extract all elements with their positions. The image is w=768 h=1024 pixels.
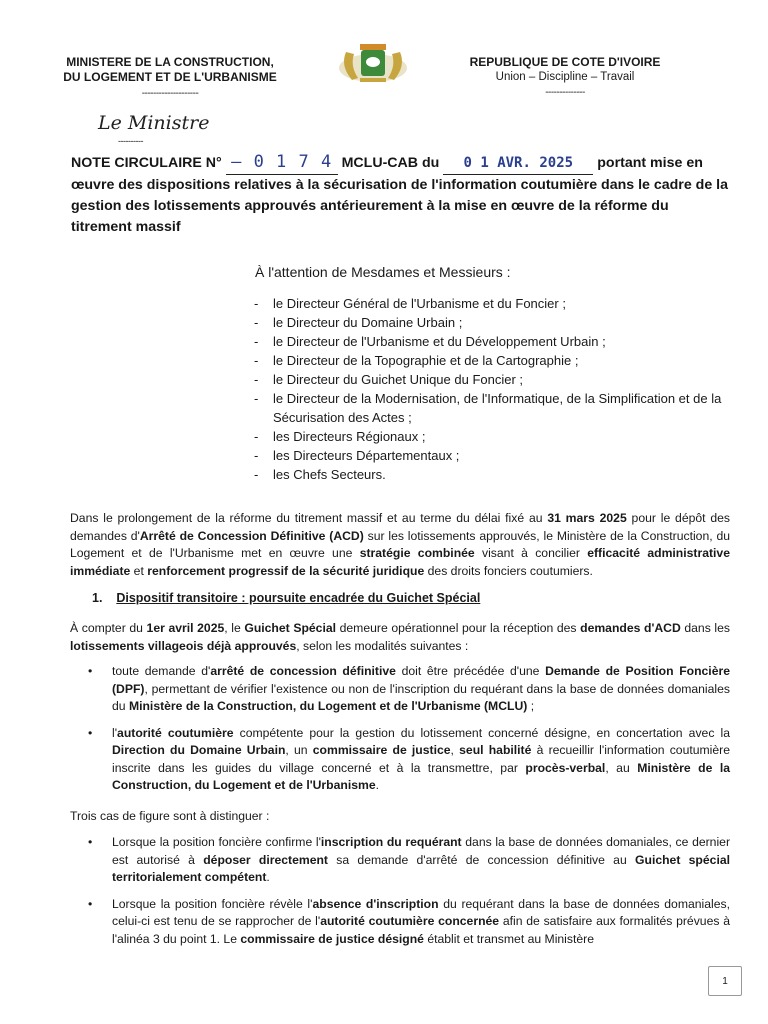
list-item: - le Directeur de la Topographie et de la Cartographie ; bbox=[252, 351, 732, 370]
text-run: à recueillir l'information coutumière inscrite dans les guides du village concerné et à la transmettre, par bbox=[112, 743, 731, 775]
list-item: - le Directeur Général de l'Urbanisme et du Foncier ; bbox=[252, 294, 732, 313]
text-run: sa demande d'arrêté de concession définitive au bbox=[328, 852, 636, 867]
text-run: À compter du bbox=[70, 621, 147, 635]
ministry-header bbox=[40, 55, 300, 99]
text-run-bold: Guichet Spécial bbox=[244, 621, 337, 635]
ministry-name-line2: DU LOGEMENT ET DE L'URBANISME bbox=[63, 70, 277, 84]
text-run-bold: 1er avril 2025 bbox=[146, 621, 225, 635]
text-run-bold: arrêté de concession définitive bbox=[210, 664, 396, 678]
circular-date: 0 1 AVR. 2025 bbox=[463, 155, 574, 171]
text-run: , au bbox=[605, 760, 638, 775]
text-run-bold: commissaire de justice bbox=[312, 743, 451, 757]
text-run-bold: demandes d'ACD bbox=[580, 621, 681, 635]
text-run: Lorsque la position foncière confirme l' bbox=[112, 835, 321, 849]
republic-header bbox=[445, 55, 685, 98]
section-number: 1. bbox=[92, 591, 103, 605]
list-item: - le Directeur du Guichet Unique du Foncier ; bbox=[252, 370, 732, 389]
text-run: afin de satisfaire aux formalités prévues à l'alinéa 3 du point 1. Le bbox=[112, 914, 730, 946]
text-run-bold: Ministère de la Construction, du Logement et de l'Urbanisme (MCLU) bbox=[128, 699, 528, 713]
signature-divider: ---------- bbox=[118, 136, 143, 146]
list-item bbox=[70, 896, 730, 949]
text-run: , un bbox=[285, 743, 313, 757]
text-run-bold: Ministère de la Construction, du Logement et de l'Urbanisme bbox=[112, 760, 731, 792]
text-run-bold: Direction du Domaine Urbain bbox=[112, 743, 286, 757]
republic-name: REPUBLIQUE DE COTE D'IVOIRE bbox=[469, 55, 661, 69]
text-run: . bbox=[266, 870, 270, 884]
text-run-bold: absence d'inscription bbox=[312, 896, 439, 911]
text-run: , selon les modalités suivantes : bbox=[296, 638, 469, 653]
text-run: . bbox=[375, 778, 379, 792]
text-run: pour le dépôt des demandes d' bbox=[70, 511, 730, 543]
text-run-bold: efficacité administrative immédiate bbox=[70, 546, 730, 578]
modalities-list bbox=[70, 663, 730, 804]
text-run-bold: renforcement progressif de la sécurité juridique bbox=[147, 563, 425, 578]
text-run: Lorsque la position foncière révèle l' bbox=[112, 896, 313, 911]
text-run: établit et transmet au Ministère bbox=[423, 931, 594, 946]
text-run: , le bbox=[224, 621, 245, 635]
list-item bbox=[70, 725, 730, 795]
text-run: ; bbox=[527, 699, 535, 713]
list-item: - le Directeur de l'Urbanisme et du Développement Urbain ; bbox=[252, 332, 732, 351]
minister-signature-label: Le Ministre bbox=[98, 112, 210, 134]
list-item: - les Chefs Secteurs. bbox=[252, 465, 732, 484]
text-run-bold: déposer directement bbox=[203, 852, 328, 867]
text-run: Dans le prolongement de la réforme du titrement massif et au terme du délai fixé au bbox=[70, 511, 548, 525]
list-item bbox=[70, 834, 730, 887]
text-run-bold: seul habilité bbox=[459, 743, 532, 757]
list-item: - les Directeurs Départementaux ; bbox=[252, 446, 732, 465]
section-heading bbox=[92, 591, 480, 605]
text-run: sur les lotissements approuvés, le Ministère de la Construction, du Logement et de l'Urbanisme met en œuvre une bbox=[70, 528, 731, 560]
title-middle: MCLU-CAB du bbox=[341, 155, 440, 171]
text-run-bold: lotissements villageois déjà approuvés bbox=[70, 638, 297, 653]
text-run-bold: 31 mars 2025 bbox=[547, 511, 627, 525]
text-run: compétente pour la gestion du lotissement concerné désigne, en concertation avec la bbox=[233, 725, 730, 740]
intro-paragraph bbox=[70, 510, 730, 580]
text-run: du requérant dans la base de données domaniales, celui-ci est tenu de se rapprocher de l' bbox=[112, 896, 730, 928]
recipient-list bbox=[252, 294, 732, 484]
page-number: 1 bbox=[708, 966, 742, 996]
text-run-bold: commissaire de justice désigné bbox=[240, 931, 424, 946]
text-run: , permettant de vérifier l'existence ou non de l'inscription du requérant dans la base de données domaniales du bbox=[112, 681, 730, 713]
republic-motto: Union – Discipline – Travail bbox=[495, 71, 635, 83]
text-run-bold: Demande de Position Foncière (DPF) bbox=[112, 664, 730, 696]
title-subject: portant mise en œuvre des dispositions relatives à la sécurisation de l'information coutumière dans le cadre de la gestion des lotissements approuvés antérieurement à la mise en œuvre de la réforme du titrement massif bbox=[71, 155, 728, 235]
text-run-bold: stratégie combinée bbox=[359, 546, 475, 560]
text-run-bold: Guichet spécial territorialement compétent bbox=[112, 852, 730, 884]
list-item: - le Directeur de la Modernisation, de l'Informatique, de la Simplification et de la Sécurisation des Actes ; bbox=[252, 389, 732, 427]
section-title: Dispositif transitoire : poursuite encadrée du Guichet Spécial bbox=[116, 591, 481, 605]
text-run: l' bbox=[112, 725, 118, 740]
coat-of-arms-icon bbox=[336, 38, 410, 86]
text-run: des droits fonciers coutumiers. bbox=[424, 563, 593, 578]
cases-list bbox=[70, 834, 730, 957]
circular-title bbox=[71, 152, 731, 238]
text-run: , bbox=[450, 743, 460, 757]
list-item bbox=[70, 663, 730, 716]
attention-line: À l'attention de Mesdames et Messieurs : bbox=[255, 264, 511, 280]
text-run: et bbox=[130, 563, 148, 578]
text-run: doit être précédée d'une bbox=[395, 664, 546, 678]
section-paragraph bbox=[70, 620, 730, 655]
text-run: toute demande d' bbox=[112, 664, 211, 678]
text-run-bold: autorité coutumière bbox=[117, 725, 234, 740]
text-run: demeure opérationnel pour la réception des bbox=[336, 621, 581, 635]
text-run-bold: inscription du requérant bbox=[320, 835, 462, 849]
cases-intro: Trois cas de figure sont à distinguer : bbox=[70, 809, 270, 823]
text-run: visant à concilier bbox=[474, 546, 588, 560]
ministry-name-line1: MINISTERE DE LA CONSTRUCTION, bbox=[66, 55, 274, 69]
text-run-bold: Arrêté de Concession Définitive (ACD) bbox=[139, 528, 364, 543]
text-run: dans les bbox=[680, 621, 730, 635]
header-divider: -------------------- bbox=[141, 88, 199, 99]
list-item: - les Directeurs Régionaux ; bbox=[252, 427, 732, 446]
title-prefix: NOTE CIRCULAIRE N° bbox=[71, 155, 222, 171]
text-run-bold: autorité coutumière concernée bbox=[320, 914, 500, 928]
header-divider: -------------- bbox=[545, 87, 585, 98]
list-item: - le Directeur du Domaine Urbain ; bbox=[252, 313, 732, 332]
circular-number: – 0 1 7 4 bbox=[231, 152, 333, 172]
text-run: dans la base de données domaniales, ce dernier est autorisé à bbox=[112, 835, 731, 867]
text-run-bold: procès-verbal bbox=[525, 760, 606, 775]
